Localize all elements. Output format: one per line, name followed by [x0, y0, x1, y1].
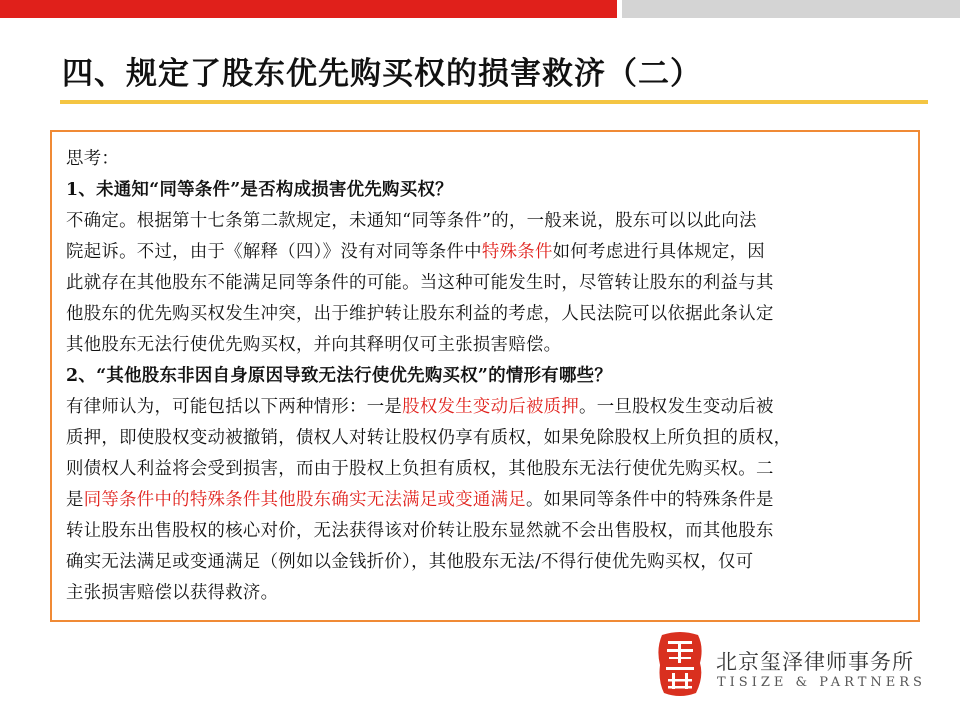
firm-name-en: TISIZE & PARTNERS — [717, 675, 926, 690]
text-segment: 其他股东无法行使优先购买权，并向其释明仅可主张损害赔偿。 — [66, 335, 562, 355]
top-bar-red — [0, 0, 617, 18]
content-box — [50, 130, 920, 622]
slide-title: 四、规定了股东优先购买权的损害救济（二） — [62, 56, 702, 92]
highlighted-text: 同等条件中的特殊条件其他股东确实无法满足或变通满足 — [83, 490, 526, 510]
text-segment: 。如果同等条件中的特殊条件是 — [525, 490, 774, 510]
content-line — [66, 361, 908, 392]
text-segment: 思考： — [66, 149, 120, 169]
text-segment: 此就存在其他股东不能满足同等条件的可能。当这种可能发生时，尽管转让股东的利益与其 — [66, 273, 774, 293]
text-segment: 转让股东出售股权的核心对价，无法获得该对价转让股东显然就不会出售股权，而其他股东 — [66, 521, 774, 541]
text-segment: 1、未通知“同等条件”是否构成损害优先购买权？ — [66, 180, 453, 200]
text-segment: 质押，即使股权变动被撤销，债权人对转让股权仍享有质权，如果免除股权上所负担的质权， — [66, 428, 792, 448]
content-line — [66, 175, 908, 206]
content-line — [66, 330, 908, 361]
content-line — [66, 454, 908, 485]
text-segment: 有律师认为，可能包括以下两种情形：一是 — [66, 397, 403, 417]
content-line — [66, 578, 908, 609]
text-segment: 是 — [66, 490, 84, 510]
title-underline — [60, 100, 928, 104]
content-line — [66, 237, 908, 268]
text-segment: 不确定。根据第十七条第二款规定，未通知“同等条件”的，一般来说，股东可以以此向法 — [66, 211, 757, 231]
content-line — [66, 206, 908, 237]
text-segment: 确实无法满足或变通满足（例如以金钱折价），其他股东无法/不得行使优先购买权，仅可 — [66, 552, 754, 572]
highlighted-text: 特殊条件 — [481, 242, 553, 262]
text-segment: 2、“其他股东非因自身原因导致无法行使优先购买权”的情形有哪些？ — [66, 366, 613, 386]
content-line — [66, 299, 908, 330]
top-bar-gray — [622, 0, 960, 18]
content-line — [66, 392, 908, 423]
text-segment: 院起诉。不过，由于《解释（四）》没有对同等条件中 — [66, 242, 482, 262]
text-segment: 。一旦股权发生变动后被 — [579, 397, 774, 417]
content-line — [66, 423, 908, 454]
text-segment: 主张损害赔偿以获得救济。 — [66, 583, 279, 603]
content-line — [66, 144, 908, 175]
content-line — [66, 547, 908, 578]
text-segment: 则债权人利益将会受到损害，而由于股权上负担有质权，其他股东无法行使优先购买权。二 — [66, 459, 774, 479]
top-accent-bar — [0, 0, 960, 18]
content-line — [66, 516, 908, 547]
content-line — [66, 268, 908, 299]
text-segment: 他股东的优先购买权发生冲突，出于维护转让股东利益的考虑，人民法院可以依据此条认定 — [66, 304, 774, 324]
text-segment: 如何考虑进行具体规定，因 — [552, 242, 765, 262]
firm-name-cn: 北京玺泽律师事务所 — [716, 650, 914, 674]
highlighted-text: 股权发生变动后被质押 — [402, 397, 580, 417]
content-line — [66, 485, 908, 516]
seal-stamp-icon — [654, 629, 706, 699]
